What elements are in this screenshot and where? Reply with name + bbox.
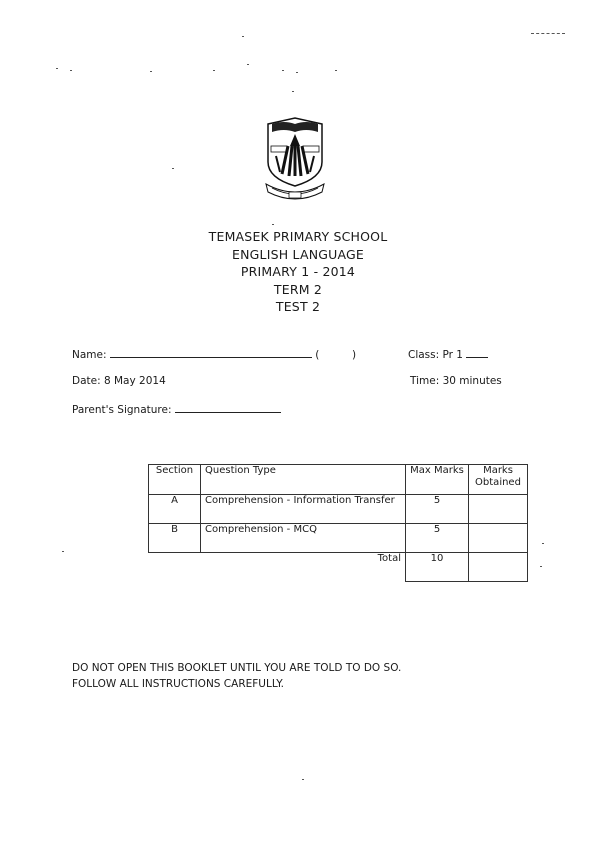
scan-speck [172,168,174,169]
date-value: 8 May 2014 [103,375,166,387]
total-row [149,553,528,582]
name-label: Name: [72,349,107,361]
exam-title-block [150,228,446,316]
header-question-type: Question Type [201,465,406,495]
date-field [72,375,166,387]
table-header-row [149,465,528,495]
scan-speck [542,543,544,544]
school-name: TEMASEK PRIMARY SCHOOL [208,229,388,244]
question-type-cell: Comprehension - Information Transfer [201,495,406,524]
header-section: Section [149,465,201,495]
table-row [149,495,528,524]
signature-label: Parent's Signature: [72,404,172,416]
section-cell: B [149,524,201,553]
header-marks-obtained: Marks Obtained [469,465,528,495]
date-label: Date: [72,375,101,387]
max-marks-cell: 5 [406,524,469,553]
total-marks-obtained[interactable] [469,553,528,582]
term: TERM 2 [273,281,323,297]
time-value: 30 minutes [442,375,502,387]
scan-speck [302,779,304,780]
scan-speck [296,72,298,73]
register-number-open: ( [315,349,320,361]
level-year: PRIMARY 1 - 2014 [240,264,356,279]
time-field [410,375,502,387]
scan-speck [292,91,294,92]
marks-obtained-cell[interactable] [469,524,528,553]
scan-speck [62,551,64,552]
marks-obtained-cell[interactable] [469,495,528,524]
scan-speck [247,64,249,65]
signature-blank[interactable] [175,412,281,413]
class-blank[interactable] [466,357,488,358]
header-max-marks: Max Marks [406,465,469,495]
total-label: Total [201,553,406,582]
table-row [149,524,528,553]
scan-speck [70,70,72,71]
name-blank[interactable] [110,357,312,358]
instruction-line: FOLLOW ALL INSTRUCTIONS CAREFULLY. [72,678,284,690]
signature-field [72,404,281,416]
question-type-cell: Comprehension - MCQ [201,524,406,553]
class-label: Class: Pr 1 [408,349,463,361]
time-label: Time: [410,375,440,387]
scan-speck [540,566,542,567]
register-number-close: ) [352,349,357,361]
test-number: TEST 2 [275,299,321,314]
scan-mark [531,33,565,34]
instructions [72,660,401,692]
scan-speck [56,68,58,69]
scan-speck [242,36,244,37]
subject: ENGLISH LANGUAGE [232,246,364,262]
section-cell: A [149,495,201,524]
total-max-marks: 10 [406,553,469,582]
name-field [72,349,356,361]
scan-speck [213,70,215,71]
scan-speck [272,224,274,225]
class-field [408,349,488,361]
marks-table [148,464,528,582]
instruction-line: DO NOT OPEN THIS BOOKLET UNTIL YOU ARE TOLD TO DO SO. [72,662,402,674]
scan-speck [335,70,337,71]
scan-speck [282,70,284,71]
scan-speck [150,71,152,72]
max-marks-cell: 5 [406,495,469,524]
school-crest-icon [262,116,328,204]
